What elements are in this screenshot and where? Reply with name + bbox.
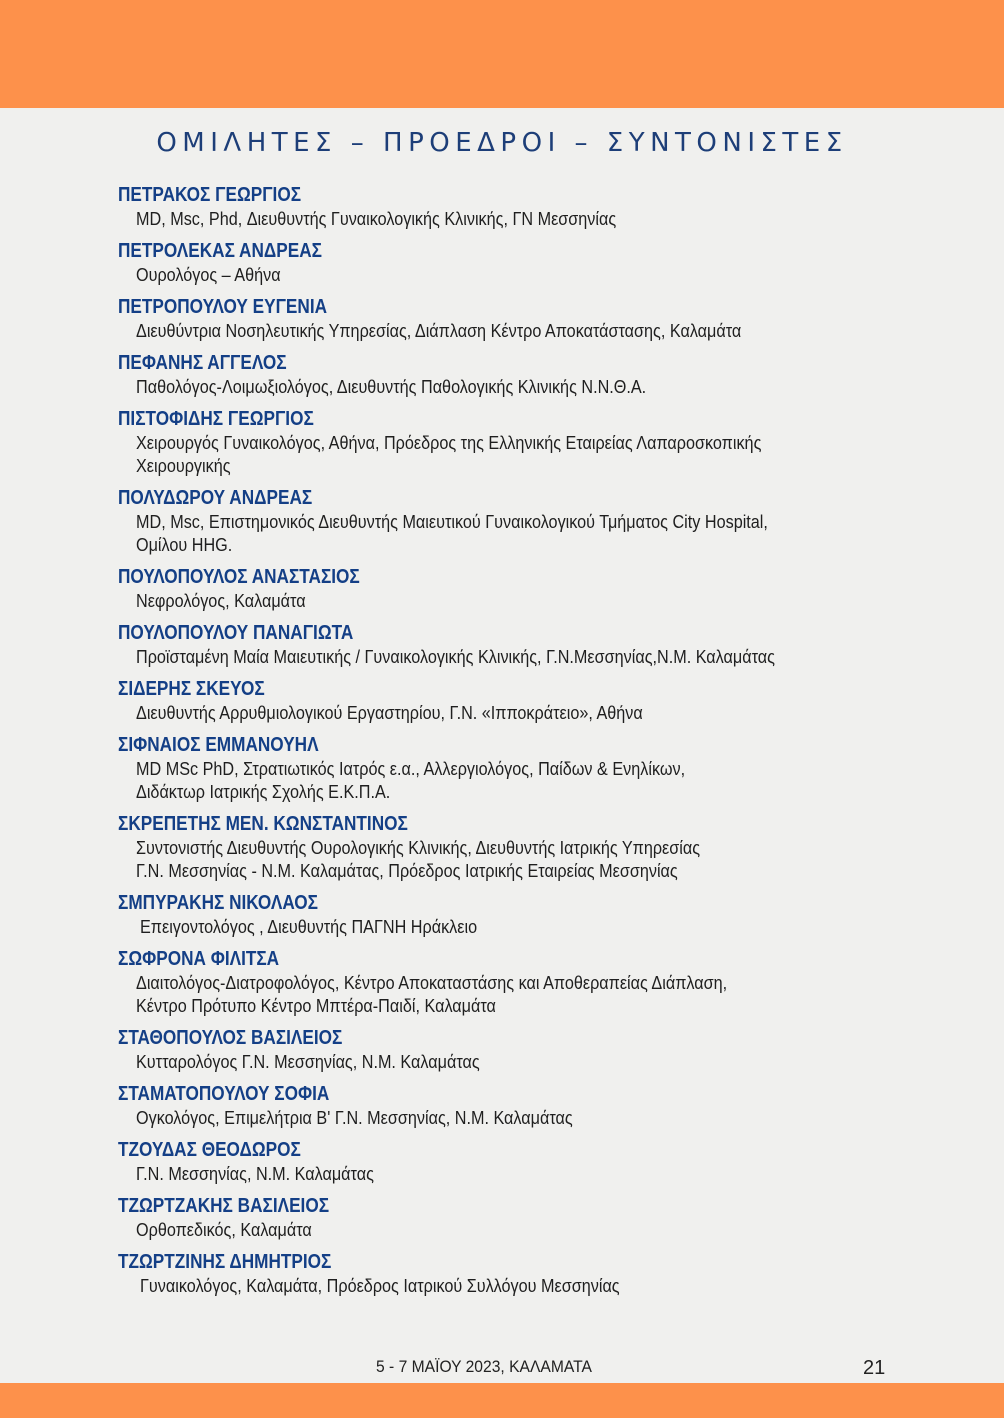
- speaker-description-line: Διδάκτωρ Ιατρικής Σχολής Ε.Κ.Π.Α.: [136, 782, 391, 802]
- speaker-entry: [118, 1082, 898, 1130]
- speaker-entry: [118, 1250, 898, 1298]
- speaker-description: [118, 1051, 898, 1074]
- speaker-description-line: MD, Msc, Επιστημονικός Διευθυντής Μαιευτικού Γυναικολογικού Τμήματος City Hospital,: [136, 512, 768, 532]
- speaker-description-line: Γυναικολόγος, Καλαμάτα, Πρόεδρος Ιατρικού Συλλόγου Μεσσηνίας: [140, 1276, 620, 1296]
- speaker-name: ΠΕΤΡΑΚΟΣ ΓΕΩΡΓΙΟΣ: [118, 184, 302, 206]
- speaker-name: ΠΕΦΑΝΗΣ ΑΓΓΕΛΟΣ: [118, 352, 287, 374]
- speaker-entry: [118, 891, 898, 939]
- speaker-description: [118, 1275, 898, 1298]
- speaker-description-line: Παθολόγος-Λοιμωξιολόγος, Διευθυντής Παθολογικής Κλινικής Ν.Ν.Θ.Α.: [136, 377, 647, 397]
- speaker-name: ΣΤΑΜΑΤΟΠΟΥΛΟΥ ΣΟΦΙΑ: [118, 1083, 330, 1105]
- speaker-entry: [118, 486, 898, 557]
- speaker-description: [118, 1163, 898, 1186]
- speaker-description-line: Ομίλου HHG.: [136, 535, 233, 555]
- speaker-entry: [118, 351, 898, 399]
- speaker-description: [118, 972, 898, 1018]
- speaker-description: [118, 1219, 898, 1242]
- top-orange-band: [0, 0, 1004, 108]
- speaker-entry: [118, 947, 898, 1018]
- page-number: 21: [863, 1357, 886, 1379]
- speaker-entry: [118, 295, 898, 343]
- speaker-entry: [118, 1026, 898, 1074]
- speaker-name: ΤΖΩΡΤΖΑΚΗΣ ΒΑΣΙΛΕΙΟΣ: [118, 1195, 330, 1217]
- speaker-description-line: Χειρουργός Γυναικολόγος, Αθήνα, Πρόεδρος της Ελληνικής Εταιρείας Λαπαροσκοπικής: [136, 433, 762, 453]
- speaker-description-line: Διευθυντής Αρρυθμιολογικού Εργαστηρίου, Γ.Ν. «Ιπποκράτειο», Αθήνα: [136, 703, 643, 723]
- speaker-description: [118, 590, 898, 613]
- speaker-description: [118, 646, 898, 669]
- speaker-description-line: Κυτταρολόγος Γ.Ν. Μεσσηνίας, Ν.Μ. Καλαμάτας: [136, 1052, 480, 1072]
- speaker-description-line: Ουρολόγος – Αθήνα: [136, 265, 281, 285]
- speaker-entry: [118, 733, 898, 804]
- speaker-description: [118, 320, 898, 343]
- speaker-name: ΠΕΤΡΟΠΟΥΛΟΥ ΕΥΓΕΝΙΑ: [118, 296, 328, 318]
- speaker-description: [118, 702, 898, 725]
- speaker-description-line: Διευθύντρια Νοσηλευτικής Υπηρεσίας, Διάπλαση Κέντρο Αποκατάστασης, Καλαμάτα: [136, 321, 742, 341]
- speaker-entry: [118, 183, 898, 231]
- speaker-description: [118, 511, 898, 557]
- speaker-description: [118, 916, 898, 939]
- speaker-description-line: Επειγοντολόγος , Διευθυντής ΠΑΓΝΗ Ηράκλειο: [140, 917, 478, 937]
- speaker-entry: [118, 621, 898, 669]
- speaker-description: [118, 837, 898, 883]
- speaker-description-line: Προϊσταμένη Μαία Μαιευτικής / Γυναικολογικής Κλινικής, Γ.Ν.Μεσσηνίας,Ν.Μ. Καλαμάτας: [136, 647, 775, 667]
- speaker-description-line: MD MSc PhD, Στρατιωτικός Ιατρός ε.α., Αλλεργιολόγος, Παίδων & Ενηλίκων,: [136, 759, 686, 779]
- speaker-description-line: Διαιτολόγος-Διατροφολόγος, Κέντρο Αποκαταστάσης και Αποθεραπείας Διάπλαση,: [136, 973, 728, 993]
- speaker-description: [118, 432, 898, 478]
- speaker-name: ΣΜΠΥΡΑΚΗΣ ΝΙΚΟΛΑΟΣ: [118, 892, 318, 914]
- speaker-name: ΠΟΥΛΟΠΟΥΛΟΣ ΑΝΑΣΤΑΣΙΟΣ: [118, 566, 360, 588]
- speaker-name: ΣΩΦΡΟΝΑ ΦΙΛΙΤΣΑ: [118, 948, 280, 970]
- page-title: ΟΜΙΛΗΤΕΣ – ΠΡΟΕΔΡΟΙ – ΣΥΝΤΟΝΙΣΤΕΣ: [156, 128, 848, 158]
- speaker-name: ΣΚΡΕΠΕΤΗΣ ΜΕΝ. ΚΩΝΣΤΑΝΤΙΝΟΣ: [118, 813, 408, 835]
- bottom-orange-band: [0, 1383, 1004, 1418]
- speaker-description: [118, 758, 898, 804]
- speaker-description-line: Ογκολόγος, Επιμελήτρια Β' Γ.Ν. Μεσσηνίας, Ν.Μ. Καλαμάτας: [136, 1108, 573, 1128]
- speaker-entry: [118, 1138, 898, 1186]
- speaker-name: ΠΟΛΥΔΩΡΟΥ ΑΝΔΡΕΑΣ: [118, 487, 313, 509]
- speaker-description-line: Γ.Ν. Μεσσηνίας, Ν.Μ. Καλαμάτας: [136, 1164, 374, 1184]
- speaker-description-line: Γ.Ν. Μεσσηνίας - Ν.Μ. Καλαμάτας, Πρόεδρος Ιατρικής Εταιρείας Μεσσηνίας: [136, 861, 678, 881]
- speaker-description-line: Συντονιστής Διευθυντής Ουρολογικής Κλινικής, Διευθυντής Ιατρικής Υπηρεσίας: [136, 838, 701, 858]
- speaker-name: ΣΙΔΕΡΗΣ ΣΚΕΥΟΣ: [118, 678, 265, 700]
- speaker-entry: [118, 239, 898, 287]
- speaker-entry: [118, 565, 898, 613]
- speaker-name: ΠΙΣΤΟΦΙΔΗΣ ΓΕΩΡΓΙΟΣ: [118, 408, 314, 430]
- speaker-name: ΤΖΟΥΔΑΣ ΘΕΟΔΩΡΟΣ: [118, 1139, 301, 1161]
- speaker-entry: [118, 407, 898, 478]
- speaker-entry: [118, 812, 898, 883]
- footer-event-date: 5 - 7 ΜΑΪΟΥ 2023, ΚΑΛΑΜΑΤΑ: [376, 1357, 592, 1376]
- speaker-description-line: Κέντρο Πρότυπο Κέντρο Μπτέρα-Παιδί, Καλαμάτα: [136, 996, 496, 1016]
- speaker-name: ΤΖΩΡΤΖΙΝΗΣ ΔΗΜΗΤΡΙΟΣ: [118, 1251, 332, 1273]
- speaker-description-line: Νεφρολόγος, Καλαμάτα: [136, 591, 306, 611]
- speaker-name: ΣΙΦΝΑΙΟΣ ΕΜΜΑΝΟΥΗΛ: [118, 734, 319, 756]
- speaker-name: ΠΕΤΡΟΛΕΚΑΣ ΑΝΔΡΕΑΣ: [118, 240, 322, 262]
- speaker-entry: [118, 677, 898, 725]
- speaker-description: [118, 208, 898, 231]
- speaker-name: ΣΤΑΘΟΠΟΥΛΟΣ ΒΑΣΙΛΕΙΟΣ: [118, 1027, 343, 1049]
- speaker-description: [118, 376, 898, 399]
- speaker-name: ΠΟΥΛΟΠΟΥΛΟΥ ΠΑΝΑΓΙΩΤΑ: [118, 622, 354, 644]
- speaker-list: [118, 183, 898, 1306]
- speaker-description-line: Ορθοπεδικός, Καλαμάτα: [136, 1220, 312, 1240]
- speaker-entry: [118, 1194, 898, 1242]
- speaker-description-line: MD, Msc, Phd, Διευθυντής Γυναικολογικής Κλινικής, ΓΝ Μεσσηνίας: [136, 209, 617, 229]
- speaker-description-line: Χειρουργικής: [136, 456, 231, 476]
- speaker-description: [118, 264, 898, 287]
- speaker-description: [118, 1107, 898, 1130]
